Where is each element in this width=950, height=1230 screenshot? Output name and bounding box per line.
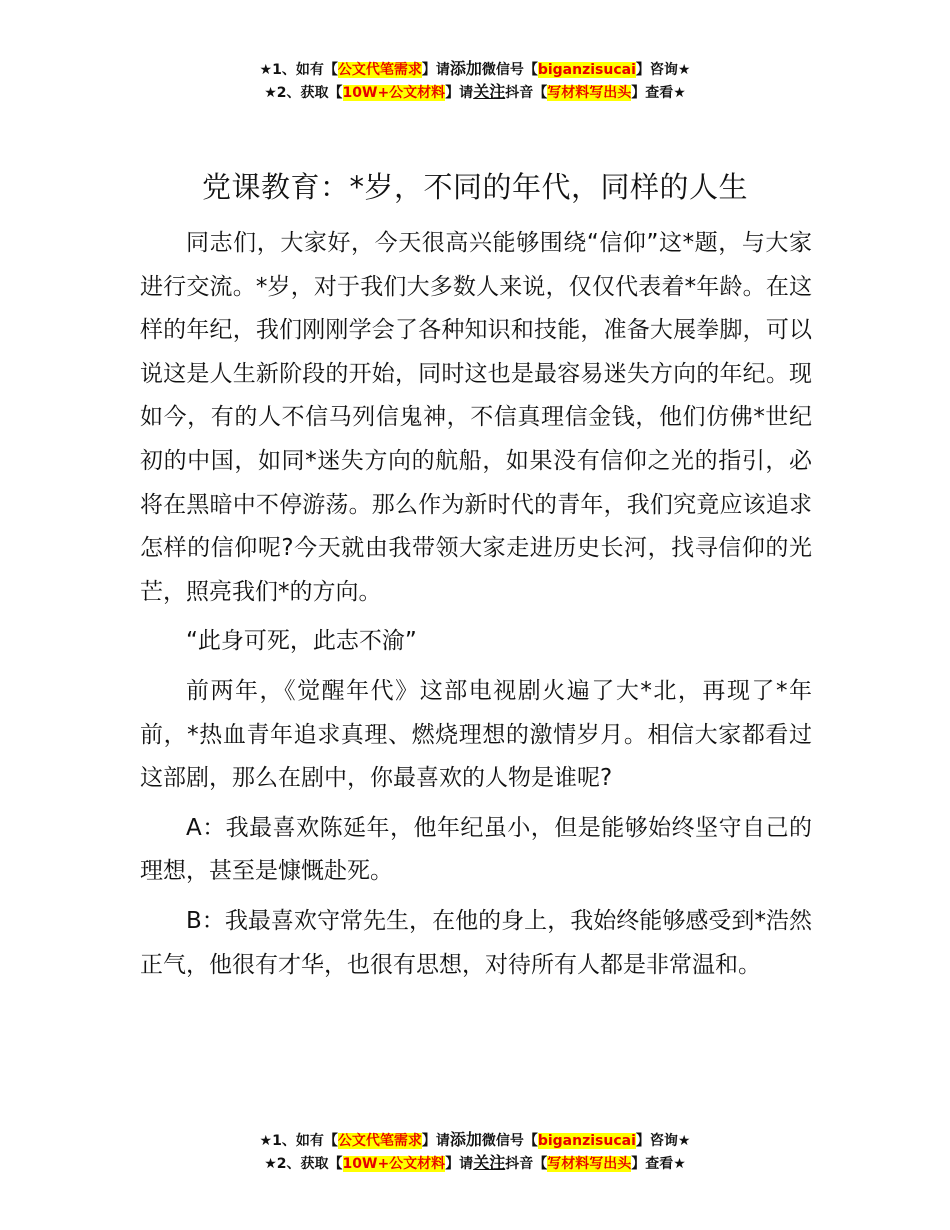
promo-highlight: biganzisucai: [537, 62, 636, 78]
promo-text: 】请: [445, 1156, 474, 1172]
promo-text: 抖音【: [505, 1156, 548, 1172]
promo-text: 】咨询★: [635, 62, 691, 78]
promo-text: ★2、获取【: [264, 85, 343, 101]
promo-emphasis: 关注: [473, 1153, 506, 1172]
paragraph: 前两年，《觉醒年代》这部电视剧火遍了大*北，再现了*年前，*热血青年追求真理、燃烧理想的激情岁月。相信大家都看过这部剧，那么在剧中，你最喜欢的人物是谁呢?: [140, 677, 812, 792]
promo-text: 】请: [421, 62, 450, 78]
document-body: [140, 222, 812, 993]
promo-highlight: 公文代笔需求: [337, 62, 422, 78]
promo-text: 微信号【: [481, 62, 538, 78]
promo-text: ★1、如有【: [259, 62, 338, 78]
paragraph: “此身可死，此志不渝”: [186, 628, 417, 655]
promo-highlight: 写材料写出头: [547, 85, 632, 101]
promo-text: 】查看★: [631, 85, 686, 101]
promo-text: ★2、获取【: [264, 1156, 343, 1172]
promo-line-1: [0, 1129, 950, 1152]
paragraph: B：我最喜欢守常先生，在他的身上，我始终能够感受到*浩然正气，他很有才华，也很有思想，对待所有人都是非常温和。: [140, 907, 812, 978]
promo-highlight: 10W+公文材料: [342, 85, 446, 101]
promo-text: 微信号【: [481, 1133, 538, 1149]
promo-emphasis: 关注: [473, 82, 506, 101]
promo-line-1: [0, 58, 950, 81]
promo-text: 】咨询★: [635, 1133, 691, 1149]
promo-emphasis: 添加: [449, 1130, 482, 1149]
promo-highlight: 公文代笔需求: [337, 1133, 422, 1149]
promo-banner-bottom: [0, 1129, 950, 1175]
promo-text: 】请: [421, 1133, 450, 1149]
paragraph: A：我最喜欢陈延年，他年纪虽小，但是能够始终坚守自己的理想，甚至是慷慨赴死。: [140, 814, 812, 885]
document-title: 党课教育：*岁，不同的年代，同样的人生: [201, 170, 748, 204]
promo-emphasis: 添加: [449, 59, 482, 78]
promo-banner-top: [0, 58, 950, 104]
promo-text: 】请: [445, 85, 474, 101]
promo-text: ★1、如有【: [259, 1133, 338, 1149]
promo-text: 抖音【: [505, 85, 548, 101]
promo-highlight: 10W+公文材料: [342, 1156, 446, 1172]
promo-line-2: [0, 1152, 950, 1175]
paragraph: 同志们，大家好，今天很高兴能够围绕“信仰”这*题，与大家进行交流。*岁，对于我们大多数人来说，仅仅代表着*年龄。在这样的年纪，我们刚刚学会了各种知识和技能，准备大展拳脚，可以说这是人生新阶段的开始，同时这也是最容易迷失方向的年纪。现如今，有的人不信马列信鬼神，不信真理信金钱，他们仿佛*世纪初的中国，如同*迷失方向的航船，如果没有信仰之光的指引，必将在黑暗中不停游荡。那么作为新时代的青年，我们究竟应该追求怎样的信仰呢?今天就由我带领大家走进历史长河，找寻信仰的光芒，照亮我们*的方向。: [140, 230, 812, 605]
promo-highlight: 写材料写出头: [547, 1156, 632, 1172]
promo-highlight: biganzisucai: [537, 1133, 636, 1149]
promo-line-2: [0, 81, 950, 104]
promo-text: 】查看★: [631, 1156, 686, 1172]
